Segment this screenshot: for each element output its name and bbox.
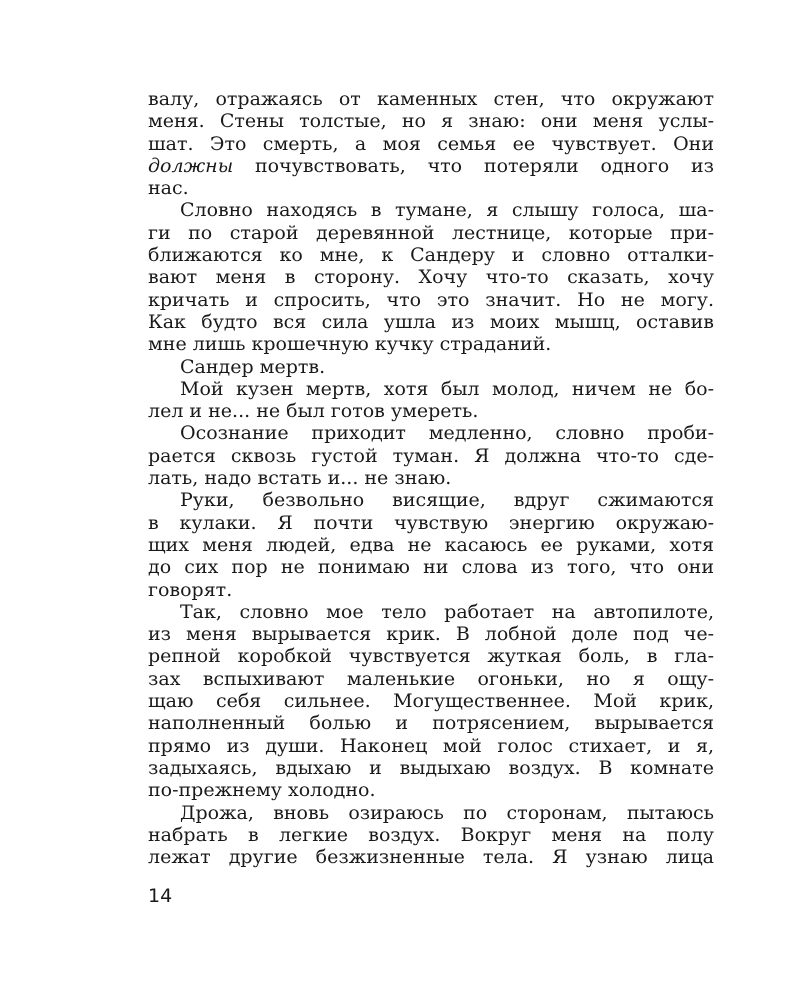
text-line: меня. Стены толстые, но я знаю: они меня услы- — [148, 110, 714, 133]
text-line: до сих пор не понимаю ни слова из того, что они — [148, 556, 714, 579]
text-line: вают меня в сторону. Хочу что-то сказать, хочу — [148, 266, 714, 289]
text-line: говорят. — [148, 578, 233, 601]
emphasized-word: должны — [148, 154, 234, 177]
text-line: Как будто вся сила ушла из моих мышц, оставив — [148, 310, 714, 333]
text-line: лать, надо встать и... не знаю. — [148, 467, 452, 490]
text-line: Мой кузен мертв, хотя был молод, ничем не бо- — [180, 377, 714, 400]
text-line: Осознание приходит медленно, словно проби- — [180, 422, 714, 445]
text-line: нас. — [148, 177, 189, 200]
body-text — [148, 88, 714, 868]
text-line: ближаются ко мне, к Сандеру и словно отталки- — [148, 244, 714, 267]
text-line: щих меня людей, едва не касаюсь ее руками, хотя — [148, 533, 714, 556]
text-line: задыхаясь, вдыхаю и выдыхаю воздух. В комнате — [148, 756, 714, 779]
text-line: лежат другие безжизненные тела. Я узнаю лица — [148, 846, 714, 869]
text-line: прямо из души. Наконец мой голос стихает, и я, — [148, 734, 714, 757]
text-line: валу, отражаясь от каменных стен, что окружают — [148, 88, 714, 110]
text-line: из меня вырывается крик. В лобной доле под че- — [148, 623, 714, 646]
text-line: Дрожа, вновь озираюсь по сторонам, пытаюсь — [180, 801, 714, 824]
text-line: щаю себя сильнее. Могущественнее. Мой крик, — [148, 690, 714, 713]
text-line: зах вспыхивают маленькие огоньки, но я ощу- — [148, 667, 714, 690]
text-line: Так, словно мое тело работает на автопилоте, — [180, 600, 714, 623]
text-line: кричать и спросить, что это значит. Но не могу. — [148, 288, 714, 311]
text-line: должны почувствовать, что потеряли одного из — [148, 154, 714, 177]
text-line: лел и не... не был готов умереть. — [148, 400, 479, 423]
text-line: ги по старой деревянной лестнице, которые при- — [148, 221, 714, 244]
text-line: Руки, безвольно висящие, вдруг сжимаются — [180, 489, 714, 512]
page-number: 14 — [148, 885, 173, 907]
text-line: Сандер мертв. — [180, 355, 326, 378]
text-line: рается сквозь густой туман. Я должна что-то сде- — [148, 444, 714, 467]
text-line: мне лишь крошечную кучку страданий. — [148, 333, 552, 356]
text-line: Словно находясь в тумане, я слышу голоса, ша- — [180, 199, 714, 222]
text-line: шат. Это смерть, а моя семья ее чувствует. Они — [148, 132, 714, 155]
text-line: наполненный болью и потрясением, вырывается — [148, 712, 714, 735]
text-line: по-прежнему холодно. — [148, 779, 376, 802]
text-line: набрать в легкие воздух. Вокруг меня на полу — [148, 823, 714, 846]
text-line: в кулаки. Я почти чувствую энергию окружаю- — [148, 511, 714, 534]
text-line: репной коробкой чувствуется жуткая боль, в гла- — [148, 645, 714, 668]
